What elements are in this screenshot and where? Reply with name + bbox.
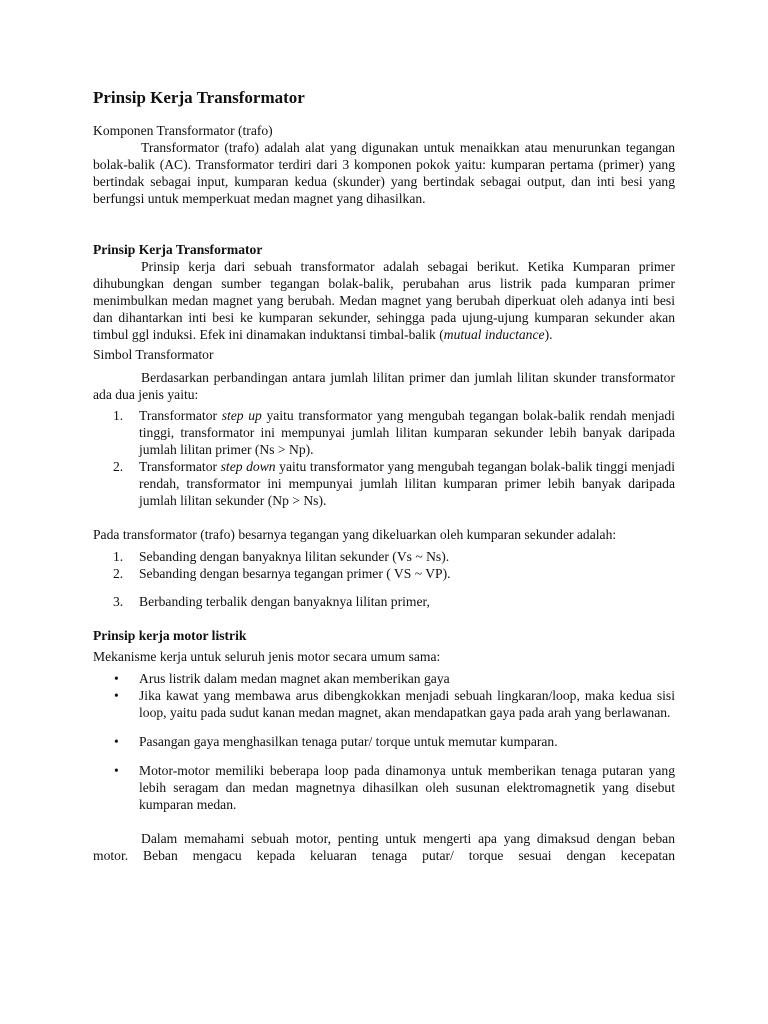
italic-term: step down [220,459,276,474]
spacer [93,610,675,627]
list-number: 2. [113,566,124,581]
list-item [93,593,675,610]
list-text: Transformator [139,459,221,474]
spacer [93,813,675,830]
list-text: yaitu transformator yang mengubah tegangan bolak-balik rendah menjadi tinggi, transformator ini mempunyai jumlah lilitan kumparan sekunder lebih banyak daripada jumlah lilitan primer (Ns > Np). [139,408,676,457]
list-item [93,407,675,458]
list-text: Berbanding terbalik dengan banyaknya lilitan primer, [139,594,430,609]
numbered-list-sebanding [93,548,675,610]
bullet-icon: • [114,734,119,749]
list-number: 2. [113,459,124,474]
list-item [93,762,675,813]
list-item [93,733,675,750]
paragraph-komponen: Transformator (trafo) adalah alat yang digunakan untuk menaikkan atau menurunkan tegangan bolak-balik (AC). Transformator terdiri dari 3 komponen pokok yaitu: kumparan pertama (primer) yang bertindak sebagai input, kumparan kedua (skunder) yang bertindak sebagai output, dan inti besi yang berfungsi untuk memperkuat medan magnet yang dihasilkan. [93,140,675,206]
paragraph-beban-motor: Dalam memahami sebuah motor, penting untuk mengerti apa yang dimaksud dengan beban motor. Beban mengacu kepada keluaran tenaga putar/ torque sesuai dengan kecepatan [93,831,675,863]
list-item [93,565,675,582]
section-label-komponen: Komponen Transformator (trafo) [93,123,273,138]
numbered-list-jenis [93,407,675,509]
list-text: Sebanding dengan besarnya tegangan primer ( VS ~ VP). [139,566,451,581]
list-text: Jika kawat yang membawa arus dibengkokkan menjadi sebuah lingkaran/loop, maka kedua sisi loop, yaitu pada sudut kanan medan magnet, akan mendapatkan gaya pada arah yang berlawanan. [139,688,675,720]
section-heading-motor: Prinsip kerja motor listrik [93,628,247,643]
spacer [93,207,675,241]
list-text: Motor-motor memiliki beberapa loop pada dinamonya untuk memberikan tenaga putaran yang lebih seragam dan medan magnetnya dihasilkan oleh susunan elektromagnetik yang disebut kumparan medan. [139,763,675,812]
list-text: yaitu transformator yang mengubah tegangan bolak-balik tinggi menjadi rendah, transformator ini mempunyai jumlah lilitan kumparan primer lebih banyak daripada jumlah lilitan sekunder (Np > Ns). [139,459,675,508]
document-title: Prinsip Kerja Transformator [93,88,305,107]
bullet-icon: • [114,688,119,703]
list-number: 1. [113,549,124,564]
bullet-icon: • [114,763,119,778]
list-item [93,548,675,565]
paragraph-tegangan: Pada transformator (trafo) besarnya tegangan yang dikeluarkan oleh kumparan sekunder adalah: [93,527,617,542]
paragraph-prinsip-kerja [93,258,675,343]
list-number: 1. [113,408,124,423]
paragraph-simbol: Berdasarkan perbandingan antara jumlah lilitan primer dan jumlah lilitan skunder transformator ada dua jenis yaitu: [93,370,675,402]
list-item [93,687,675,721]
paragraph-text-end: ). [544,327,553,342]
italic-term: step up [221,408,262,423]
paragraph-mekanisme: Mekanisme kerja untuk seluruh jenis motor secara umum sama: [93,649,441,664]
list-item [93,670,675,687]
list-text: Sebanding dengan banyaknya lilitan sekunder (Vs ~ Ns). [139,549,450,564]
list-item [93,458,675,509]
section-heading-prinsip-kerja: Prinsip Kerja Transformator [93,242,263,257]
spacer [93,509,675,526]
paragraph-text: Prinsip kerja dari sebuah transformator adalah sebagai berikut. Ketika Kumparan primer dihubungkan dengan sumber tegangan bolak-balik, perubahan arus listrik pada kumparan primer menimbulkan medan magnet yang berubah. Medan magnet yang berubah diperkuat oleh adanya inti besi dan dihantarkan inti besi ke kumparan sekunder, sehingga pada ujung-ujung kumparan sekunder akan timbul ggl induksi. Efek ini dinamakan induktansi timbal-balik ( [93,259,675,342]
document-body [93,88,675,864]
list-text: Arus listrik dalam medan magnet akan memberikan gaya [139,671,450,686]
section-label-simbol: Simbol Transformator [93,347,214,362]
list-number: 3. [113,594,124,609]
bullet-list-motor [93,670,675,813]
bullet-icon: • [114,671,119,686]
list-text: Pasangan gaya menghasilkan tenaga putar/ torque untuk memutar kumparan. [139,734,558,749]
italic-term: mutual inductance [443,327,545,342]
list-text: Transformator [139,408,222,423]
